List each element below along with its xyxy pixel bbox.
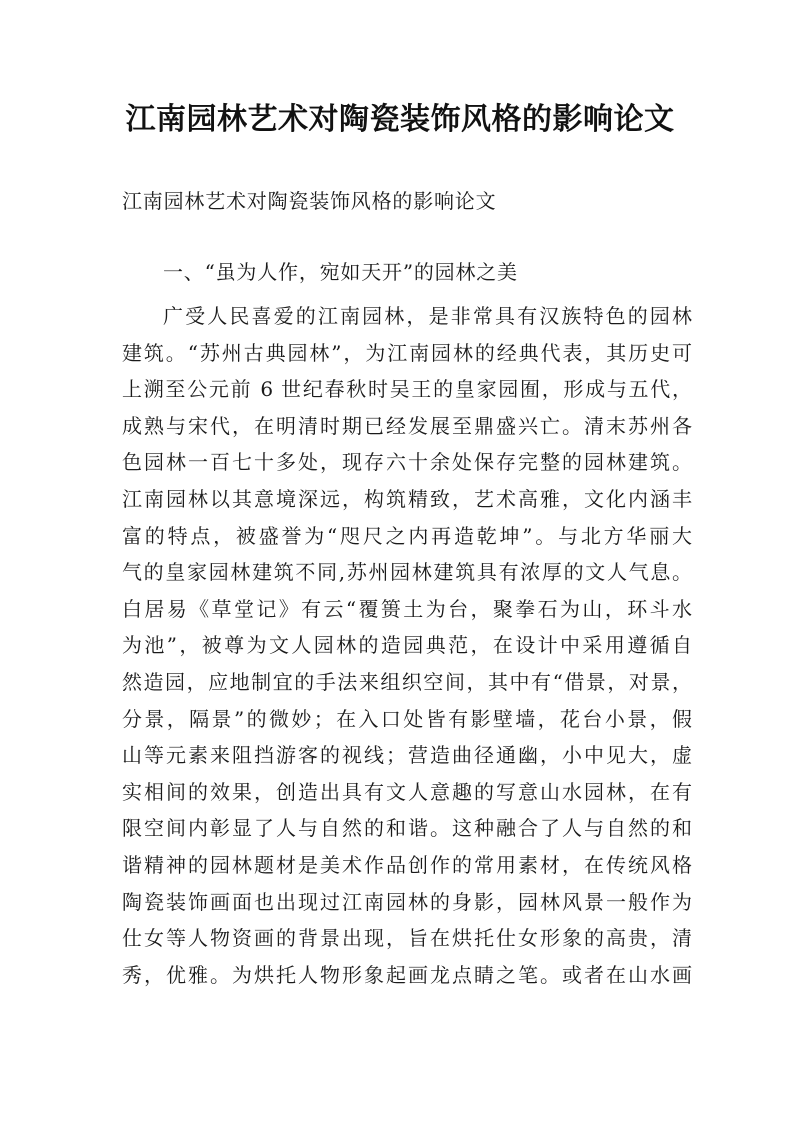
paragraph-line: 限空间内彰显了人与自然的和谐。这种融合了人与自然的和 [122, 816, 692, 841]
paragraph-line: 广受人民喜爱的江南园林，是非常具有汉族特色的园林 [163, 304, 692, 328]
paragraph-line: 秀，优雅。为烘托人物形象起画龙点睛之笔。或者在山水画 [122, 962, 692, 987]
paragraph-line: 为池”，被尊为文人园林的造园典范，在设计中采用遵循自 [122, 633, 692, 658]
paragraph-line: 陶瓷装饰画面也出现过江南园林的身影，园林风景一般作为 [122, 889, 692, 914]
paragraph-line: 成熟与宋代，在明清时期已经发展至鼎盛兴亡。清末苏州各 [122, 413, 692, 438]
section-heading: 一、“虽为人作，宛如天开”的园林之美 [163, 260, 518, 284]
paragraph-line: 山等元素来阻挡游客的视线；营造曲径通幽，小中见大，虚 [122, 743, 692, 768]
paragraph-line: 富的特点，被盛誉为“咫尺之内再造乾坤”。与北方华丽大 [122, 523, 692, 548]
paragraph-line: 江南园林以其意境深远，构筑精致，艺术高雅，文化内涵丰 [122, 486, 692, 511]
paragraph-line: 分景，隔景”的微妙；在入口处皆有影壁墙，花台小景，假 [122, 706, 692, 731]
paragraph-line: 仕女等人物资画的背景出现，旨在烘托仕女形象的高贵，清 [122, 926, 692, 951]
paragraph-line: 上溯至公元前 6 世纪春秋时吴王的皇家园囿，形成与五代， [122, 377, 692, 402]
paragraph-line: 建筑。“苏州古典园林”，为江南园林的经典代表，其历史可 [122, 340, 692, 365]
body-paragraph [122, 298, 692, 993]
document-subtitle: 江南园林艺术对陶瓷装饰风格的影响论文 [122, 189, 497, 213]
paragraph-line: 谐精神的园林题材是美术作品创作的常用素材，在传统风格 [122, 852, 692, 877]
paragraph-line: 气的皇家园林建筑不同,苏州园林建筑具有浓厚的文人气息。 [122, 560, 692, 585]
paragraph-line: 然造园，应地制宜的手法来组织空间，其中有“借景，对景， [122, 669, 692, 694]
paragraph-line: 实相间的效果，创造出具有文人意趣的写意山水园林，在有 [122, 779, 692, 804]
paragraph-line: 白居易《草堂记》有云“覆篑土为台，聚拳石为山，环斗水 [122, 596, 692, 621]
paragraph-line: 色园林一百七十多处，现存六十余处保存完整的园林建筑。 [122, 450, 692, 475]
document-title: 江南园林艺术对陶瓷装饰风格的影响论文 [125, 102, 675, 137]
